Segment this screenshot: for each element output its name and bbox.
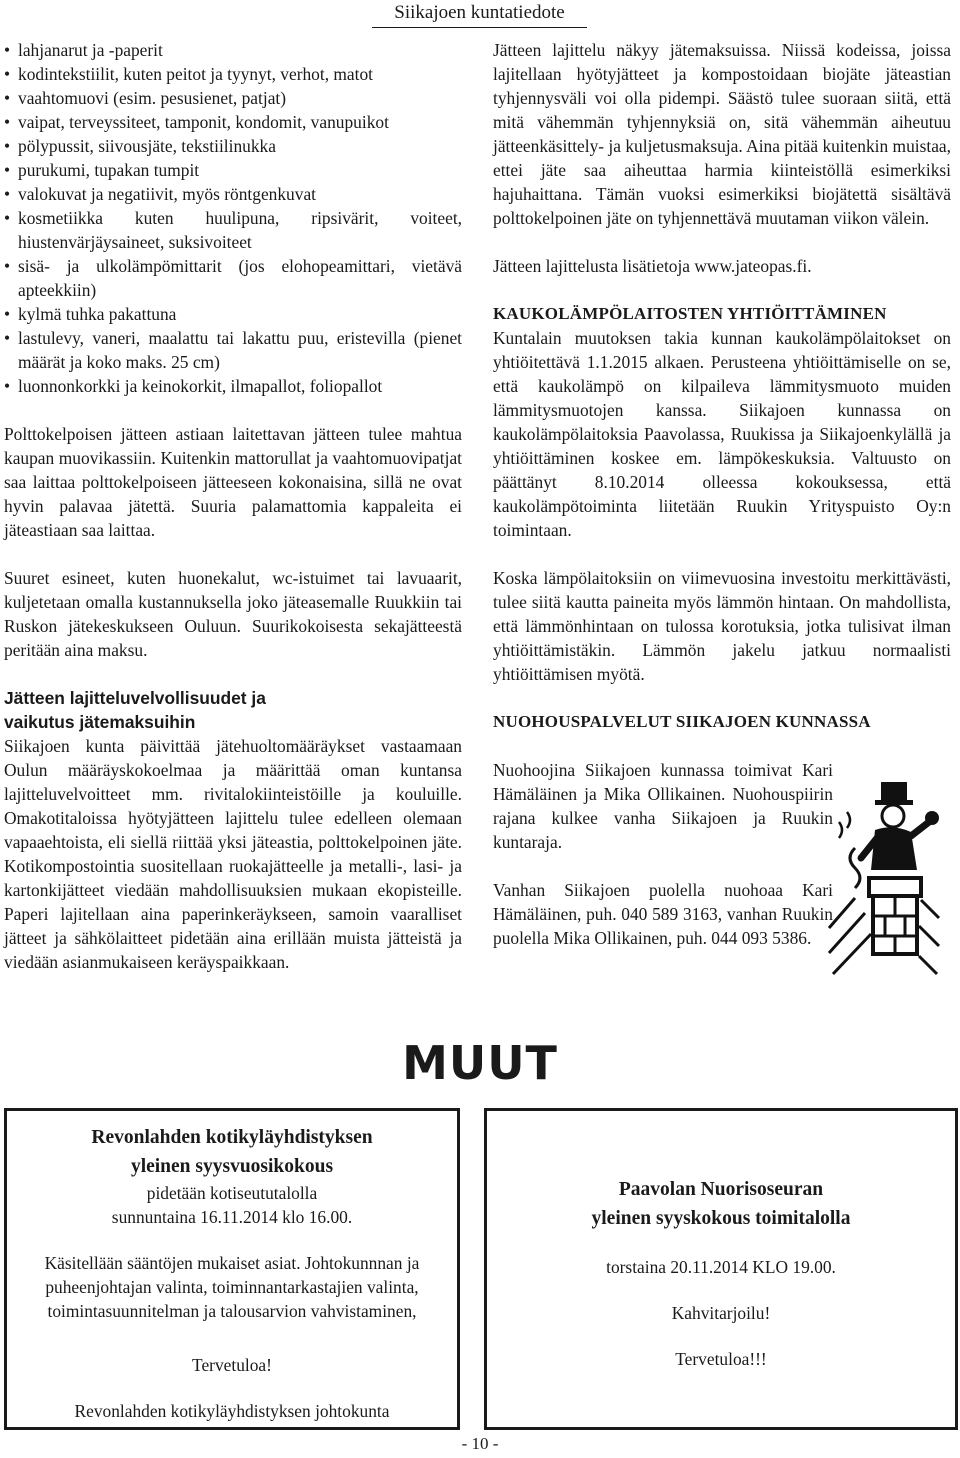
box-title: Revonlahden kotikyläyhdistyksen [91,1127,373,1148]
box-welcome: Tervetuloa! [192,1355,272,1375]
list-item: • pölypussit, siivousjäte, tekstiilinukka [4,134,462,158]
list-item: • lastulevy, vaneri, maalattu tai lakattu puu, eristevilla (pienet määrät ja koko maks. 25 cm) [4,326,462,374]
list-item: • lahjanarut ja -paperit [4,38,462,62]
newsletter-header: Siikajoen kuntatiedote [372,0,587,28]
list-item: • luonnonkorkki ja keinokorkit, ilmapallot, foliopallot [4,374,462,398]
box-date: torstaina 20.11.2014 KLO 19.00. [606,1257,836,1277]
chimney-sweep-section [493,758,951,950]
box-line: pidetään kotiseututalolla [146,1183,318,1203]
list-item: • valokuvat ja negatiivit, myös röntgenkuvat [4,182,462,206]
announcement-box-paavola [484,1108,958,1430]
muut-heading: MUUT [402,1036,558,1090]
box-signature: Revonlahden kotikyläyhdistyksen johtokunta [74,1401,390,1421]
paragraph-large-items: Suuret esineet, kuten huonekalut, wc-istuimet tai lavuaarit, kuljetetaan omalla kustannuksella joko jäteasemalle Ruukkiin tai Ruskon jätekeskukseen Ouluun. Suurikokoisesta sekajätteestä peritään aina maksu. [4,568,462,660]
heading-chimney-sweep: NUOHOUSPALVELUT SIIKAJOEN KUNNASSA [493,712,871,731]
announcement-box-revonlahti [4,1108,460,1430]
page-number: - 10 - [461,1434,499,1453]
list-item: • kodintekstiilit, kuten peitot ja tyynyt, verhot, matot [4,62,462,86]
waste-bullet-list [4,38,462,398]
box-body: Käsitellään sääntöjen mukaiset asiat. Johtokunnnan ja puheenjohtajan valinta, toiminnantarkastajien valinta, toimintasuunnitelman ja talousarvion vahvistaminen, [44,1253,420,1321]
subheading-line: Jätteen lajitteluvelvollisuudet ja [4,688,266,708]
paragraph-sorting-obligations: Siikajoen kunta päivittää jätehuoltomääräykset vastaamaan Oulun määräyskokoelmaa ja määrittää oman kuntansa lajitteluvelvoitteet mm. rivitalokiinteistöille ja kouluille. Omakotitaloissa hyötyjätteen lajittelu tulee edelleen olemaan vapaaehtoista, eli siellä riittää yksi jäteastia, polttokelpoinen jäte. Kotikompostointia suositellaan ruokajätteelle ja metalli-, lasi- ja kartonkijätteet viedään mahdollisuuksien mukaan ekopisteille. Paperi lajitellaan aina paperinkeräykseen, samoin vaaralliset jätteet ja sähkölaitteet pidetään aina erillään muista jätteistä ja viedään asianmukaiseen keräyspaikkaan. [4,736,462,972]
paragraph-waste-fees: Jätteen lajittelu näkyy jätemaksuissa. Niissä kodeissa, joissa lajitellaan hyötyjätteet ja kompostoidaan biojäte jäteastian tyhjennysväli voi olla pidempi. Säästö tulee suoraan siitä, että mitä vähemmän tyhjennyksiä on, sitä vähemmän aiheutuu jätteenkäsittely- ja kuljetusmaksuja. Aina pitää kuitenkin muistaa, ettei jäte saa aiheuttaa harmia kiinteistöllä esimerkiksi hajuhaittana. Tämän vuoksi esimerkiksi biojätettä sisältävä polttokelpoinen jäte on tyhjennettävä muutaman viikon välein. [493,40,951,228]
box-title: Paavolan Nuorisoseuran [618,1179,824,1200]
box-title: yleinen syyskokous toimitalolla [591,1208,851,1229]
list-item: • purukumi, tupakan tumpit [4,158,462,182]
box-welcome: Tervetuloa!!! [675,1349,767,1369]
paragraph-sweepers: Nuohoojina Siikajoen kunnassa toimivat Kari Hämäläinen ja Mika Ollikainen. Nuohouspiirin rajana kulkee vanha Siikajoen ja Ruukin kuntaraja. [493,760,833,852]
list-item: • vaipat, terveyssiteet, tamponit, kondomit, vanupuikot [4,110,462,134]
box-line: sunnuntaina 16.11.2014 klo 16.00. [111,1207,353,1227]
heading-district-heating: KAUKOLÄMPÖLAITOSTEN YHTIÖITTÄMINEN [493,304,887,323]
list-item: • sisä- ja ulkolämpömittarit (jos elohopeamittari, vietävä apteekkiin) [4,254,462,302]
paragraph-sweeper-contacts: Vanhan Siikajoen puolella nuohoaa Kari Hämäläinen, puh. 040 589 3163, vanhan Ruukin puolella Mika Ollikainen, puh. 044 093 5386. [493,880,833,948]
list-item: • kosmetiikka kuten huulipuna, ripsivärit, voiteet, hiustenvärjäysaineet, suksivoiteet [4,206,462,254]
list-item: • vaahtomuovi (esim. pesusienet, patjat) [4,86,462,110]
subheading-sorting-obligations [4,686,462,734]
box-coffee: Kahvitarjoilu! [671,1303,771,1323]
list-item: • kylmä tuhka pakattuna [4,302,462,326]
box-title: yleinen syysvuosikokous [130,1156,334,1177]
paragraph-district-heating: Kuntalain muutoksen takia kunnan kaukolämpölaitokset on yhtiöitettävä 1.1.2015 alkaen. Perusteena yhtiöittämiselle on se, että kaukolämpö on kilpaileva lämmitysmuoto muiden lämmitysmuotojen kanssa. Siikajoen kunnassa on kaukolämpölaitoksia Paavolassa, Ruukissa ja Siikajoenkylällä ja yhtiöittäminen koskee em. lämpökeskuksia. Valtuusto on päättänyt 8.10.2014 olleessa kokouksessa, että kaukolämpötoiminta liitetään Ruukin Yrityspuisto Oy:n toimintaan. [493,328,951,540]
paragraph-burnable-waste: Polttokelpoisen jätteen astiaan laitettavan jätteen tulee mahtua kaupan muovikassiin. Kuitenkin mattorullat ja vaahtomuovipatjat saa laittaa polttokelpoiseen jätteeseen kokonaisina, sillä ne ovat hyvin palavaa jätettä. Suuria palamattomia kappaleita ei jäteastiaan saa laittaa. [4,424,462,540]
chimney-sweep-icon [825,778,943,978]
paragraph-heating-prices: Koska lämpölaitoksiin on viimevuosina investoitu merkittävästi, tulee siitä kautta paineita myös lämmön hintaan. On mahdollista, että lämmönhintaan on tulossa korotuksia, jotka tulisivat ilman yhtiöittämistäkin. Lämmön jakelu jatkuu normaalisti yhtiöittämisen myötä. [493,568,951,684]
paragraph-more-info-link: Jätteen lajittelusta lisätietoja www.jateopas.fi. [493,256,812,276]
subheading-line: vaikutus jätemaksuihin [4,712,196,732]
left-column [4,38,462,974]
right-column [493,38,951,950]
